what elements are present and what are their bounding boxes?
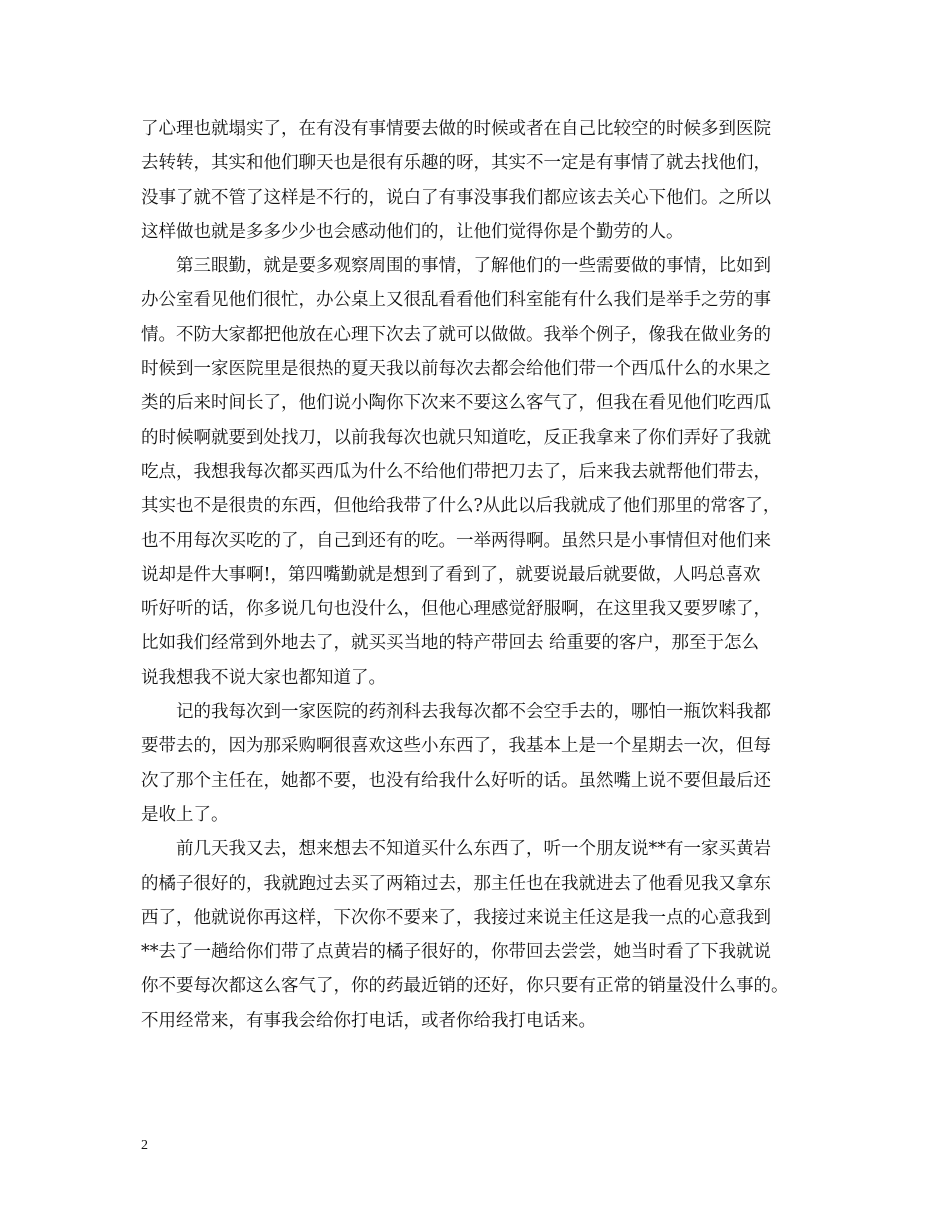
text-line: 要带去的，因为那采购啊很喜欢这些小东西了，我基本上是一个星期去一次，但每 <box>141 736 771 757</box>
text-line: 也不用每次买吃的了，自己到还有的吃。一举两得啊。虽然只是小事情但对他们来 <box>141 530 771 551</box>
text-line: 了心理也就塌实了，在有没有事情要去做的时候或者在自己比较空的时候多到医院 <box>141 119 771 139</box>
text-line: 的橘子很好的，我就跑过去买了两箱过去，那主任也在我就进去了他看见我又拿东 <box>141 873 771 894</box>
text-line: 次了那个主任在，她都不要，也没有给我什么好听的话。虽然嘴上说不要但最后还 <box>141 770 771 791</box>
text-line: 前几天我又去，想来想去不知道买什么东西了，听一个朋友说**有一家买黄岩 <box>141 839 771 860</box>
text-line: 第三眼勤，就是要多观察周围的事情，了解他们的一些需要做的事情，比如到 <box>141 256 771 277</box>
text-line: 西了，他就说你再这样，下次你不要来了，我接过来说主任这是我一点的心意我到 <box>141 907 771 928</box>
text-line: 说却是件大事啊!，第四嘴勤就是想到了看到了，就要说最后就要做，人吗总喜欢 <box>141 564 761 585</box>
text-line: 时候到一家医院里是很热的夏天我以前每次去都会给他们带一个西瓜什么的水果之 <box>141 359 771 380</box>
text-line: 记的我每次到一家医院的药剂科去我每次都不会空手去的，哪怕一瓶饮料我都 <box>141 702 771 723</box>
body-text <box>141 112 841 1038</box>
text-line: 比如我们经常到外地去了，就买买当地的特产带回去 给重要的客户，那至于怎么 <box>141 633 760 654</box>
text-line: 没事了就不管了这样是不行的，说白了有事没事我们都应该去关心下他们。之所以 <box>141 187 771 208</box>
text-line: 不用经常来，有事我会给你打电话，或者你给我打电话来。 <box>141 1010 596 1031</box>
text-line: 说我想我不说大家也都知道了。 <box>141 667 386 688</box>
text-line: 听好听的话，你多说几句也没什么，但他心理感觉舒服啊，在这里我又要罗嗦了， <box>141 599 771 620</box>
text-line: **去了一趟给你们带了点黄岩的橘子很好的，你带回去尝尝，她当时看了下我就说 <box>141 942 771 963</box>
text-line: 这样做也就是多多少少也会感动他们的，让他们觉得你是个勤劳的人。 <box>141 221 684 242</box>
text-line: 吃点，我想我每次都买西瓜为什么不给他们带把刀去了，后来我去就帮他们带去， <box>141 461 771 482</box>
text-line: 是收上了。 <box>141 804 229 825</box>
text-line: 去转转，其实和他们聊天也是很有乐趣的呀，其实不一定是有事情了就去找他们， <box>141 153 771 174</box>
text-line: 类的后来时间长了，他们说小陶你下次来不要这么客气了，但我在看见他们吃西瓜 <box>141 393 771 414</box>
text-line: 情。不防大家都把他放在心理下次去了就可以做做。我举个例子，像我在做业务的 <box>141 324 771 345</box>
text-line: 办公室看见他们很忙，办公桌上又很乱看看他们科室能有什么我们是举手之劳的事 <box>141 290 771 311</box>
text-line: 其实也不是很贵的东西，但他给我带了什么?从此以后我就成了他们那里的常客了， <box>141 496 781 517</box>
page-number: 2 <box>141 1138 148 1153</box>
text-line: 你不要每次都这么客气了，你的药最近销的还好，你只要有正常的销量没什么事的。 <box>141 976 789 997</box>
text-line: 的时候啊就要到处找刀，以前我每次也就只知道吃，反正我拿来了你们弄好了我就 <box>141 427 771 448</box>
